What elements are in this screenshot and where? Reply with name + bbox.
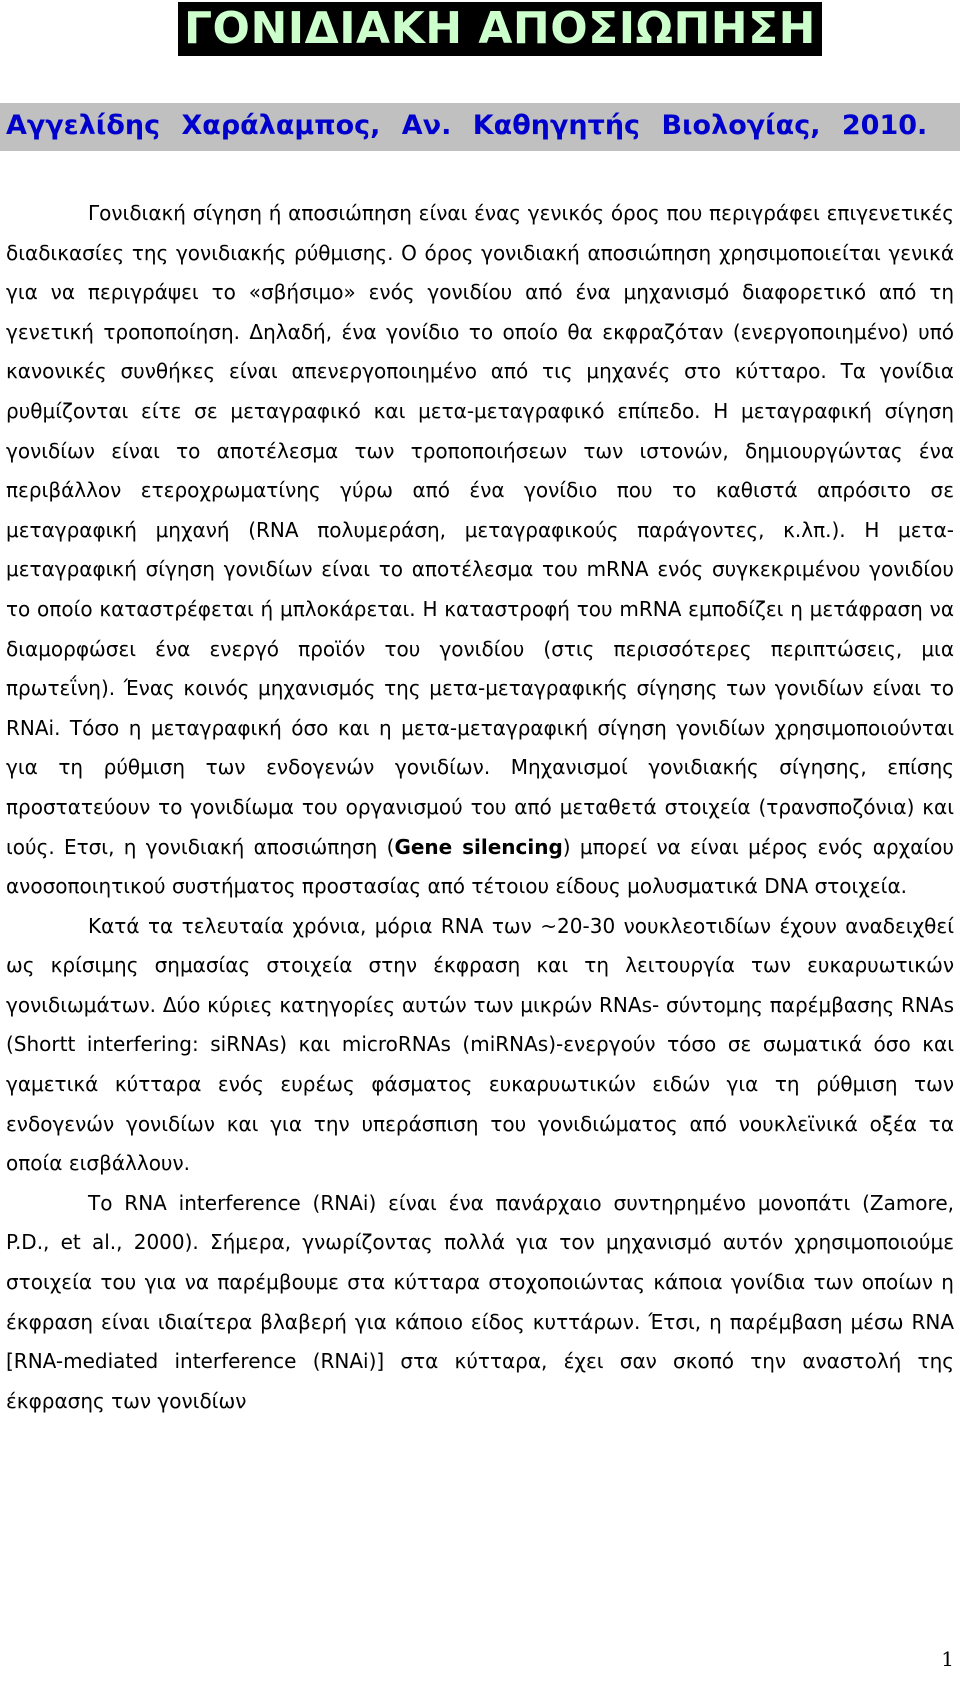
paragraph-1-text: Γονιδιακή σίγηση ή αποσιώπηση είναι ένας γενικός όρος που περιγράφει επιγενετικές διαδικασίες της γονιδιακής ρύθμισης. Ο όρος γονιδιακή αποσιώπηση χρησιμοποιείται γενικά για να περιγράψει το «σβήσιμο» ενός γονιδίου από ένα μηχανισμό διαφορετικό από τη γενετική τροποποίηση. Δηλαδή, ένα γονίδιο το οποίο θα εκφραζόταν (ενεργοποιημένο) υπό κανονικές συνθήκες είναι απενεργοποιημένο από τις μηχανές στο κύτταρο. Τα γονίδια ρυθμίζονται είτε σε μεταγραφικό και μετα-μεταγραφικό επίπεδο. Η μεταγραφική σίγηση γονιδίων είναι το αποτέλεσμα των τροποποιήσεων των ιστονών, δημιουργώντας ένα περιβάλλον ετεροχρωματίνης γύρω από ένα γονίδιο που το καθιστά απρόσιτο σε μεταγραφική μηχανή (RNA πολυμεράση, μεταγραφικούς παράγοντες, κ.λπ.). Η μετα-μεταγραφική σίγηση γονιδίων είναι το αποτέλεσμα του mRNA ενός συγκεκριμένου γονιδίου το οποίο καταστρέφεται ή μπλοκάρεται. Η καταστροφή του mRNA εμποδίζει η μετάφραση να διαμορφώσει ένα ενεργό προϊόν του γονιδίου (στις περισσότερες περιπτώσεις, μια πρωτεΐνη). Ένας κοινός μηχανισμός της μετα-μεταγραφικής σίγησης των γονιδίων είναι το RNAi. Τόσο η μεταγραφική όσο και η μετα-μεταγραφική σίγηση γονιδίων χρησιμοποιούνται για τη ρύθμιση των ενδογενών γονιδίων. Μηχανισμοί γονιδιακής σίγησης, επίσης προστατεύουν το γονιδίωμα του οργανισμού του από μεταθετά στοιχεία (τρανσποζόνια) και ιούς. Ετσι, η γονιδιακή αποσιώπηση ( bbox=[6, 201, 954, 859]
title-block bbox=[178, 2, 822, 56]
document-title: ΓΟΝΙΔΙΑΚΗ ΑΠΟΣΙΩΠΗΣΗ bbox=[178, 2, 822, 56]
paragraph-1 bbox=[6, 194, 954, 907]
gene-silencing-term: Gene silencing bbox=[394, 834, 563, 859]
paragraph-2: Κατά τα τελευταία χρόνια, μόρια RNA των ~20-30 νουκλεοτιδίων έχουν αναδειχθεί ως κρίσιμης σημασίας στοιχεία στην έκφραση και τη λειτουργία των ευκαρυωτικών γονιδιωμάτων. Δύο κύριες κατηγορίες αυτών των μικρών RNAs- σύντομης παρέμβασης RNAs (Shortt interfering: siRNAs) και microRNAs (miRNAs)-ενεργούν τόσο σε σωματικά όσο και γαμετικά κύτταρα ενός ευρέως φάσματος ευκαρυωτικών ειδών για τη ρύθμιση των ενδογενών γονιδίων και για την υπεράσπιση του γονιδιώματος από νουκλεϊνικά οξέα τα οποία εισβάλλουν. bbox=[6, 913, 954, 1176]
document-body bbox=[6, 194, 954, 1421]
page-number: 1 bbox=[941, 1647, 954, 1671]
paragraph-3: Το RNA interference (RNAi) είναι ένα πανάρχαιο συντηρημένο μονοπάτι (Zamore, P.D., et al., 2000). Σήμερα, γνωρίζοντας πολλά για τον μηχανισμό αυτόν χρησιμοποιούμε στοιχεία του για να παρέμβουμε στα κύτταρα στοχοποιώντας κάποια γονίδια των οποίων η έκφραση είναι ιδιαίτερα βλαβερή για κάποιο είδος κυττάρων. Έτσι, η παρέμβαση μέσω RNA [RNA-mediated interference (RNAi)] στα κύτταρα, έχει σαν σκοπό την αναστολή της έκφρασης των γονιδίων bbox=[6, 1190, 954, 1413]
paragraph-1-text-end: ) μπορεί να είναι μέρος ενός αρχαίου ανοσοποιητικού συστήματος προστασίας από τέτοιου είδους μολυσματικά DNA στοιχεία. bbox=[6, 834, 954, 899]
author-line: Αγγελίδης Χαράλαμπος, Αν. Καθηγητής Βιολογίας, 2010. bbox=[6, 110, 928, 141]
